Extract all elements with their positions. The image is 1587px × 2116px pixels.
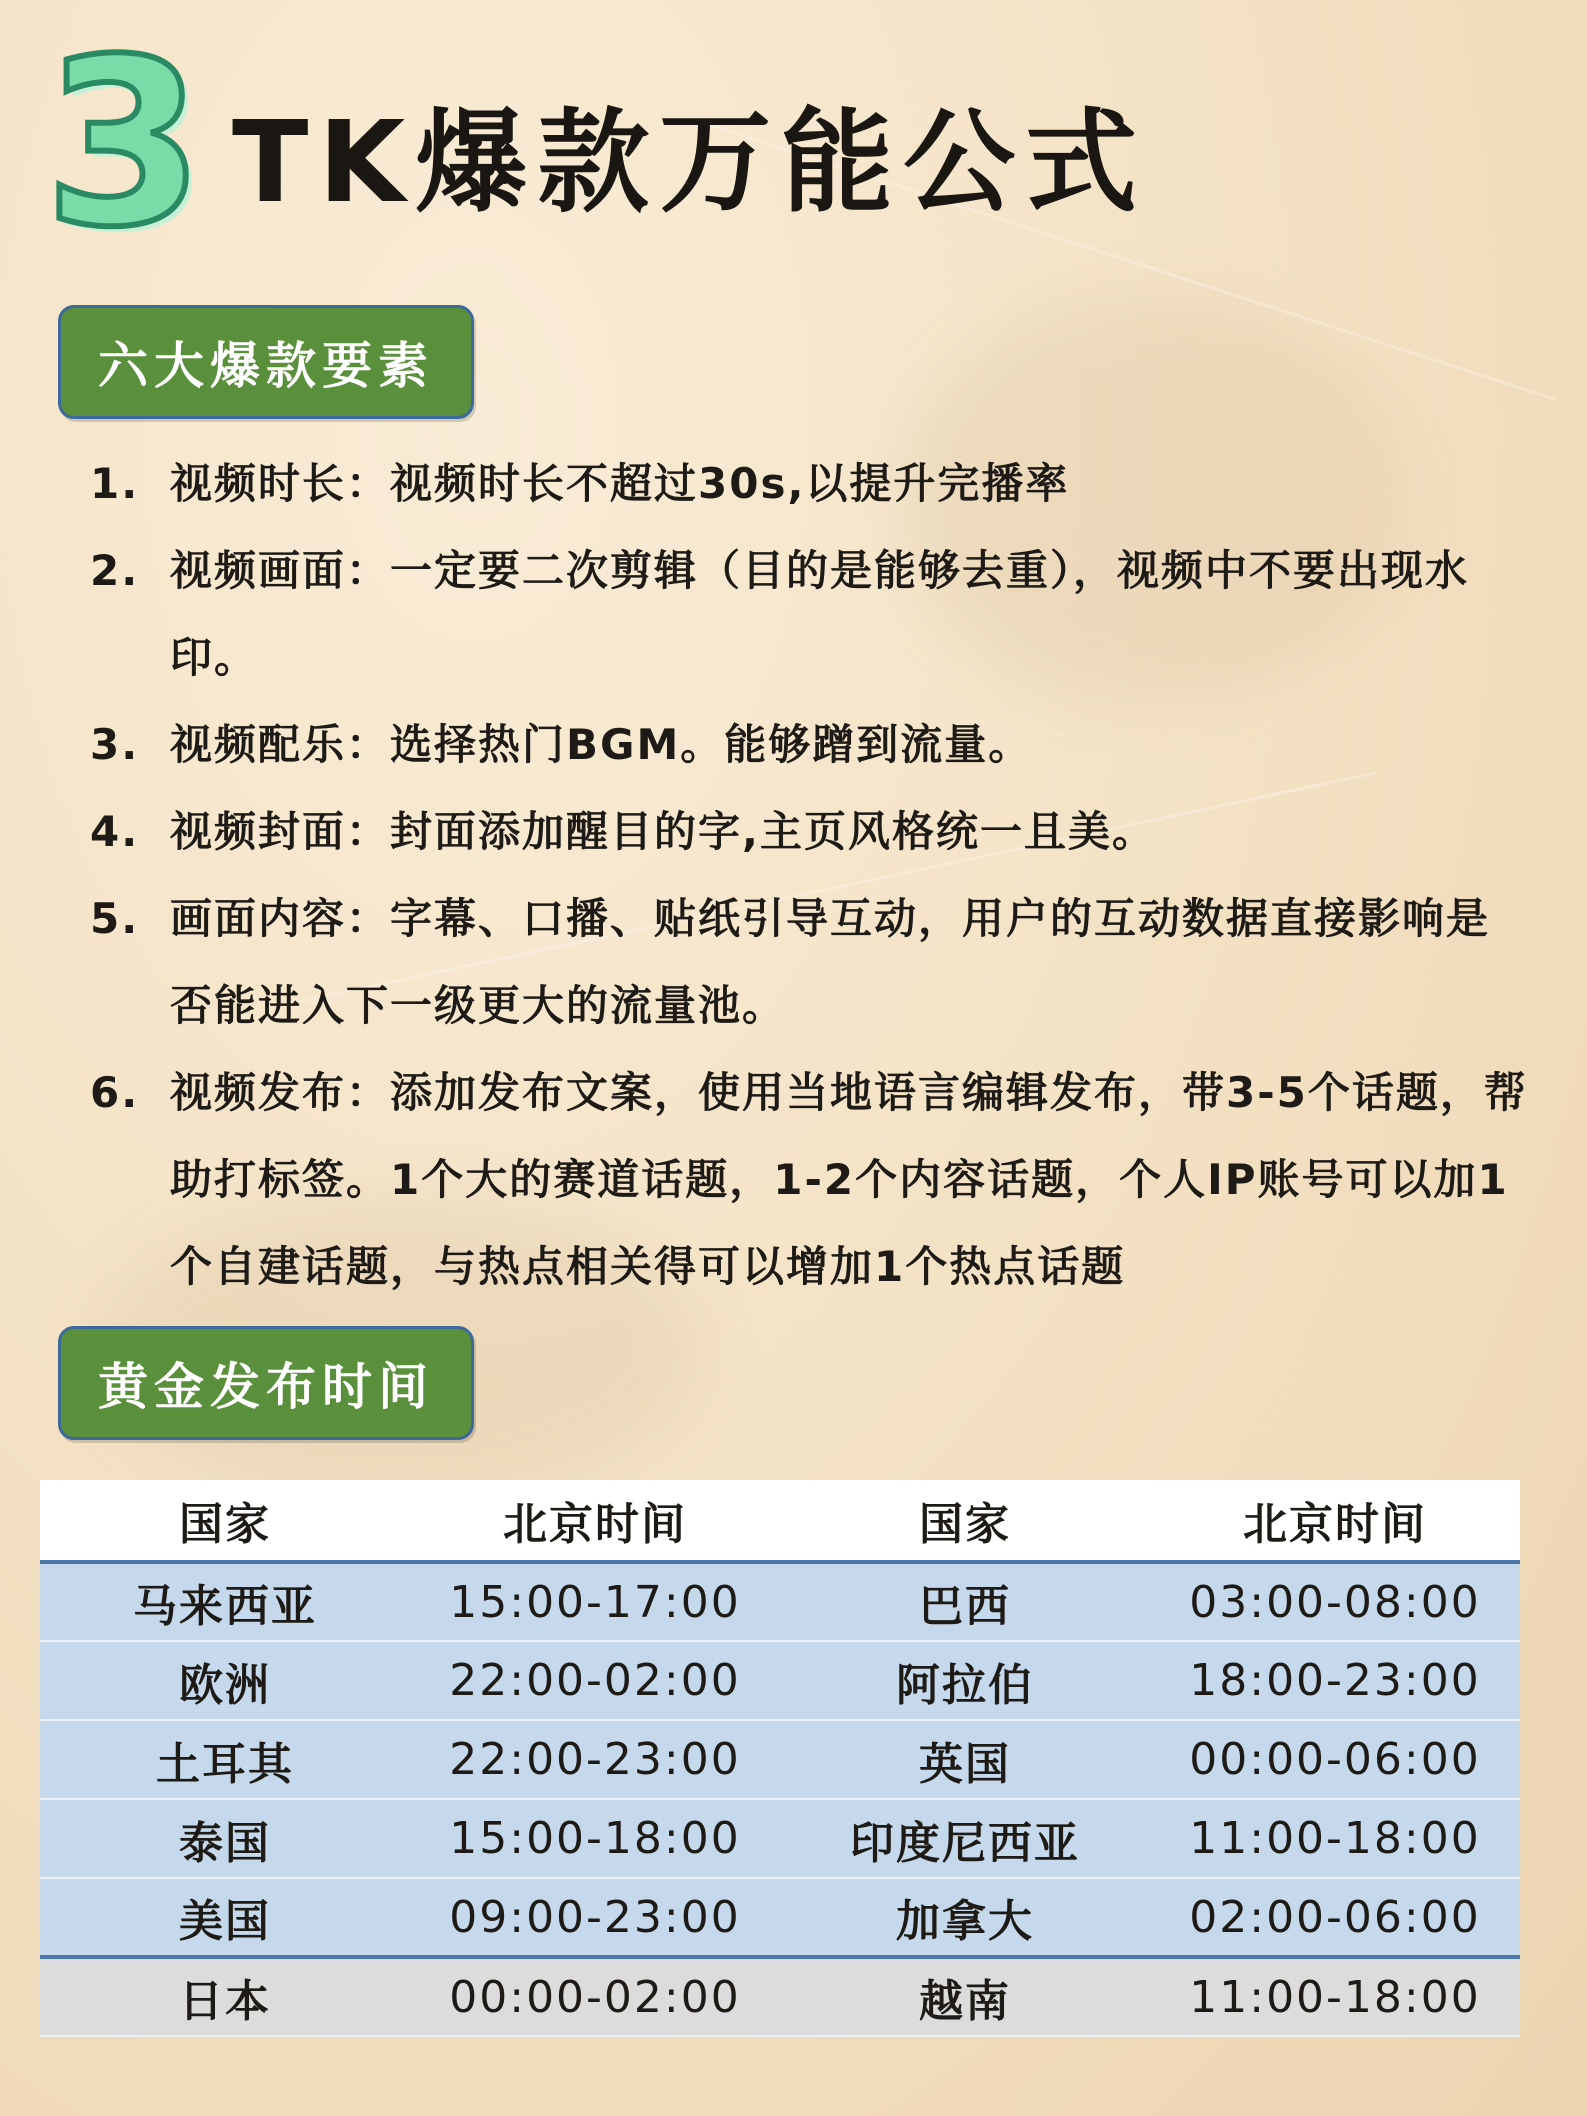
table-row — [40, 1641, 1520, 1720]
table-header-cell: 北京时间 — [410, 1480, 780, 1562]
section-number: 3 — [44, 11, 205, 278]
page-title: TK爆款万能公式 — [232, 98, 1148, 228]
table-cell: 03:00-08:00 — [1150, 1562, 1520, 1641]
table-cell: 11:00-18:00 — [1150, 1957, 1520, 2036]
list-item — [90, 440, 1530, 527]
section-label-times: 黄金发布时间 — [58, 1326, 474, 1440]
table-cell: 马来西亚 — [40, 1562, 410, 1641]
table-cell: 印度尼西亚 — [780, 1799, 1150, 1878]
table-cell: 阿拉伯 — [780, 1641, 1150, 1720]
table-cell: 02:00-06:00 — [1150, 1878, 1520, 1957]
table-header-cell: 国家 — [40, 1480, 410, 1562]
list-item-text: 视频封面：封面添加醒目的字,主页风格统一且美。 — [170, 807, 1156, 856]
list-item-text: 视频时长：视频时长不超过30s,以提升完播率 — [170, 459, 1070, 508]
table-cell: 土耳其 — [40, 1720, 410, 1799]
table-header-cell: 国家 — [780, 1480, 1150, 1562]
table-cell: 11:00-18:00 — [1150, 1799, 1520, 1878]
table-row — [40, 1799, 1520, 1878]
elements-list — [90, 440, 1530, 1310]
list-item — [90, 527, 1530, 701]
list-item — [90, 875, 1530, 1049]
table-cell: 日本 — [40, 1957, 410, 2036]
table-cell: 泰国 — [40, 1799, 410, 1878]
table-cell: 欧洲 — [40, 1641, 410, 1720]
list-item-number: 2. — [90, 546, 140, 595]
table-header-cell: 北京时间 — [1150, 1480, 1520, 1562]
table-row — [40, 1957, 1520, 2036]
list-item-number: 3. — [90, 720, 140, 769]
table-cell: 英国 — [780, 1720, 1150, 1799]
list-item-number: 1. — [90, 459, 140, 508]
table-cell: 美国 — [40, 1878, 410, 1957]
table-cell: 越南 — [780, 1957, 1150, 2036]
table-cell: 22:00-23:00 — [410, 1720, 780, 1799]
list-item — [90, 788, 1530, 875]
table-row — [40, 1562, 1520, 1641]
table-cell: 00:00-06:00 — [1150, 1720, 1520, 1799]
table-row — [40, 1720, 1520, 1799]
table-cell: 18:00-23:00 — [1150, 1641, 1520, 1720]
list-item-text: 视频配乐：选择热门BGM。能够蹭到流量。 — [170, 720, 1033, 769]
table-header-row — [40, 1480, 1520, 1562]
table-row — [40, 1878, 1520, 1957]
table-cell: 00:00-02:00 — [410, 1957, 780, 2036]
table-cell: 09:00-23:00 — [410, 1878, 780, 1957]
list-item-text: 画面内容：字幕、口播、贴纸引导互动，用户的互动数据直接影响是否能进入下一级更大的流量池。 — [170, 894, 1491, 1030]
table-cell: 15:00-18:00 — [410, 1799, 780, 1878]
list-item — [90, 701, 1530, 788]
posting-time-table — [40, 1480, 1520, 2037]
list-item — [90, 1049, 1530, 1310]
section-label-elements: 六大爆款要素 — [58, 305, 474, 419]
table-cell: 22:00-02:00 — [410, 1641, 780, 1720]
list-item-number: 6. — [90, 1068, 140, 1117]
list-item-number: 4. — [90, 807, 140, 856]
table-cell: 加拿大 — [780, 1878, 1150, 1957]
table-cell: 15:00-17:00 — [410, 1562, 780, 1641]
list-item-number: 5. — [90, 894, 140, 943]
table-cell: 巴西 — [780, 1562, 1150, 1641]
list-item-text: 视频画面：一定要二次剪辑（目的是能够去重），视频中不要出现水印。 — [170, 546, 1470, 682]
list-item-text: 视频发布：添加发布文案，使用当地语言编辑发布，带3-5个话题，帮助打标签。1个大的赛道话题，1-2个内容话题，个人IP账号可以加1个自建话题，与热点相关得可以增加1个热点话题 — [170, 1068, 1528, 1291]
